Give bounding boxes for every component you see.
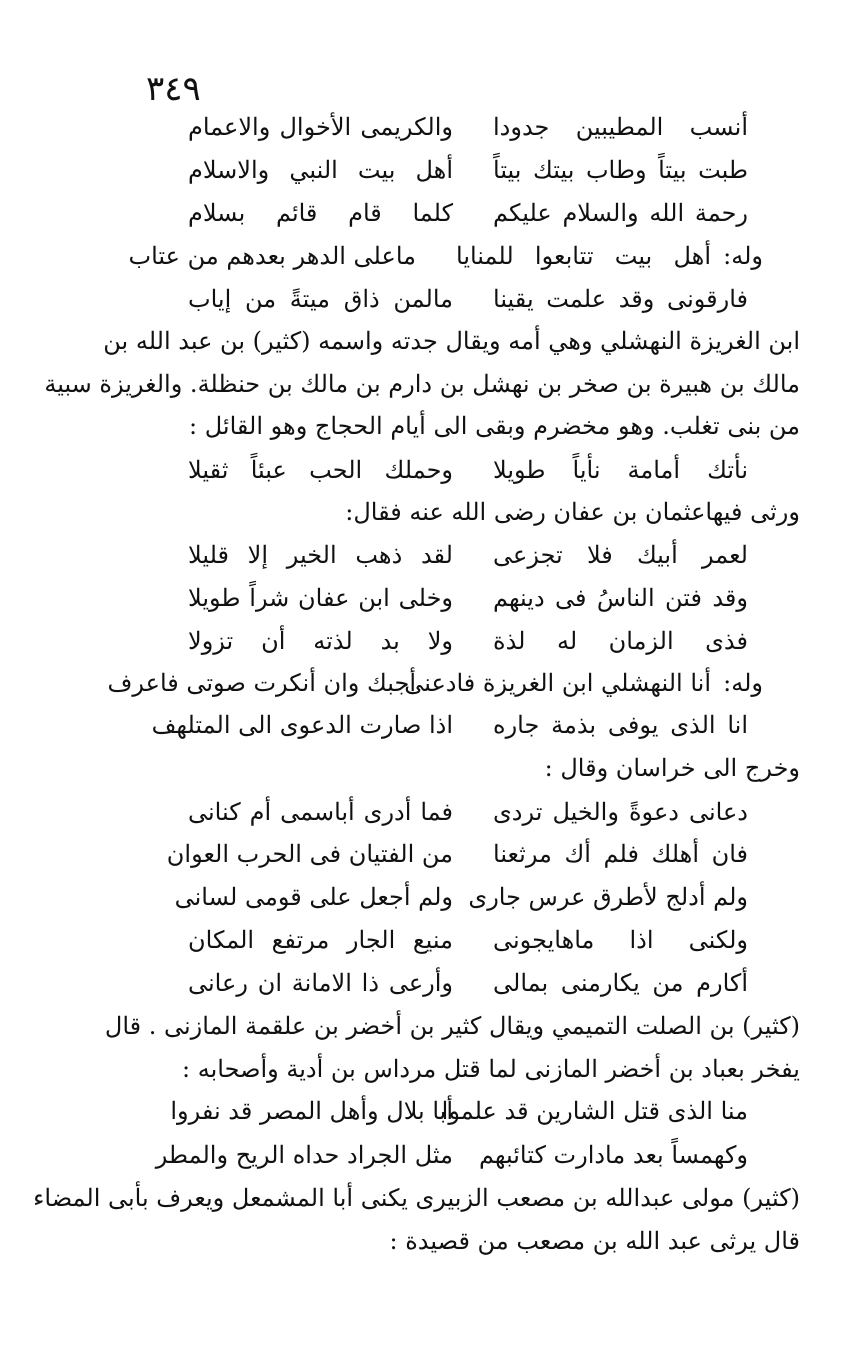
prose-line: ورثى فيهاعثمان بن عفان رضى الله عنه فقال: [345, 498, 800, 526]
second-hemistich: كلما قام قائم بسلام [188, 199, 453, 227]
prose-line: مالك بن هبيرة بن صخر بن نهشل بن دارم بن مالك بن حنظلة. والغريزة سبية [44, 370, 800, 398]
hemistich-gap [453, 113, 493, 142]
second-hemistich: أجبك وان أنكرت صوتى فاعرف [107, 669, 416, 697]
verse-line [188, 199, 748, 228]
hemistich-gap [453, 199, 493, 228]
second-hemistich: أبا بلال وأهل المصر قد نفروا [170, 1097, 453, 1125]
second-hemistich: لقد ذهب الخير إلا قليلا [188, 541, 453, 569]
first-hemistich: طبت بيتاً وطاب بيتك بيتاً [493, 156, 748, 184]
verse-label: وله: [723, 669, 763, 697]
second-hemistich: من الفتيان فى الحرب العوان [166, 840, 453, 868]
verse-label: وله: [723, 242, 763, 270]
verse-line [188, 156, 748, 185]
hemistich-gap [453, 798, 493, 827]
hemistich-gap [453, 627, 493, 656]
first-hemistich: وكهمساً بعد مادارت كتائبهم [478, 1141, 748, 1169]
verse-line [188, 456, 748, 485]
first-hemistich: فذى الزمان له لذة [493, 627, 748, 655]
second-hemistich: مالمن ذاق ميتةً من إياب [188, 285, 453, 313]
second-hemistich: وأرعى ذا الامانة ان رعانى [188, 969, 453, 997]
first-hemistich: وقد فتن الناسُ فى دينهم [493, 584, 748, 612]
hemistich-gap [453, 584, 493, 613]
hemistich-gap [453, 541, 493, 570]
hemistich-gap [453, 156, 493, 185]
page-number: ٣٤٩ [146, 69, 201, 109]
first-hemistich: ولكنى اذا ماهايجونى [493, 926, 748, 954]
hemistich-gap [453, 285, 493, 314]
verse-line [188, 285, 748, 314]
first-hemistich: ولم أدلج لأطرق عرس جارى [468, 883, 748, 911]
second-hemistich: وخلى ابن عفان شراً طويلا [188, 584, 453, 612]
first-hemistich: فارقونى وقد علمت يقينا [493, 285, 748, 313]
second-hemistich: أهل بيت النبي والاسلام [188, 156, 453, 184]
prose-line: (كثير) مولى عبدالله بن مصعب الزبيرى يكنى أبا المشمعل ويعرف بأبى المضاء [33, 1184, 800, 1212]
verse-line [166, 840, 748, 869]
hemistich-gap [453, 456, 493, 485]
first-hemistich: لعمر أبيك فلا تجزعى [493, 541, 748, 569]
first-hemistich: منا الذى قتل الشارين قد علموا [441, 1097, 748, 1125]
second-hemistich: ولا بد لذته أن تزولا [188, 627, 453, 655]
hemistich-gap [453, 1141, 493, 1170]
verse-line [174, 883, 748, 912]
second-hemistich: مثل الجراد حداه الريح والمطر [155, 1141, 453, 1169]
hemistich-gap [453, 926, 493, 955]
hemistich-gap [453, 840, 493, 869]
verse-line [151, 711, 748, 740]
prose-line: من بنى تغلب. وهو مخضرم وبقى الى أيام الحجاج وهو القائل : [189, 412, 800, 440]
second-hemistich: ماعلى الدهر بعدهم من عتاب [128, 242, 416, 270]
verse-line [188, 926, 748, 955]
second-hemistich: فما أدرى أباسمى أم كنانى [188, 798, 453, 826]
first-hemistich: انا الذى يوفى بذمة جاره [493, 711, 748, 739]
second-hemistich: وحملك الحب عبئاً ثقيلا [188, 456, 453, 484]
prose-line: (كثير) بن الصلت التميمي ويقال كثير بن أخضر بن علقمة المازنى . قال [104, 1012, 800, 1040]
verse-line [188, 969, 748, 998]
verse-line [128, 242, 763, 271]
verse-line [188, 627, 748, 656]
first-hemistich: أكارم من يكارمنى بمالى [493, 969, 748, 997]
second-hemistich: والكريمى الأخوال والاعمام [188, 113, 453, 141]
first-hemistich: فان أهلك فلم أك مرثعنا [493, 840, 748, 868]
hemistich-gap [453, 969, 493, 998]
first-hemistich: أنا النهشلي ابن الغريزة فادعنى [404, 669, 711, 697]
verse-line [188, 113, 748, 142]
hemistich-gap [453, 883, 493, 912]
verse-line [155, 1141, 748, 1170]
verse-line [188, 798, 748, 827]
first-hemistich: أنسب المطيبين جدودا [493, 113, 748, 141]
second-hemistich: منيع الجار مرتفع المكان [188, 926, 453, 954]
first-hemistich: دعانى دعوةً والخيل تردى [493, 798, 748, 826]
first-hemistich: أهل بيت تتابعوا للمنايا [456, 242, 711, 270]
verse-line [170, 1097, 748, 1126]
hemistich-gap [416, 242, 456, 271]
prose-line: قال يرثى عبد الله بن مصعب من قصيدة : [389, 1227, 800, 1255]
hemistich-gap [416, 669, 456, 698]
prose-line: يفخر بعباد بن أخضر المازنى لما قتل مرداس بن أدية وأصحابه : [182, 1055, 800, 1083]
hemistich-gap [453, 1097, 493, 1126]
second-hemistich: اذا صارت الدعوى الى المتلهف [151, 711, 453, 739]
verse-line [107, 669, 763, 698]
verse-line [188, 541, 748, 570]
first-hemistich: رحمة الله والسلام عليكم [493, 199, 748, 227]
verse-line [188, 584, 748, 613]
prose-line: ابن الغريزة النهشلي وهي أمه ويقال جدته واسمه (كثير) بن عبد الله بن [103, 327, 800, 355]
hemistich-gap [453, 711, 493, 740]
second-hemistich: ولم أجعل على قومى لسانى [174, 883, 453, 911]
prose-line: وخرج الى خراسان وقال : [544, 754, 800, 782]
first-hemistich: نأتك أمامة نأياً طويلا [493, 456, 748, 484]
